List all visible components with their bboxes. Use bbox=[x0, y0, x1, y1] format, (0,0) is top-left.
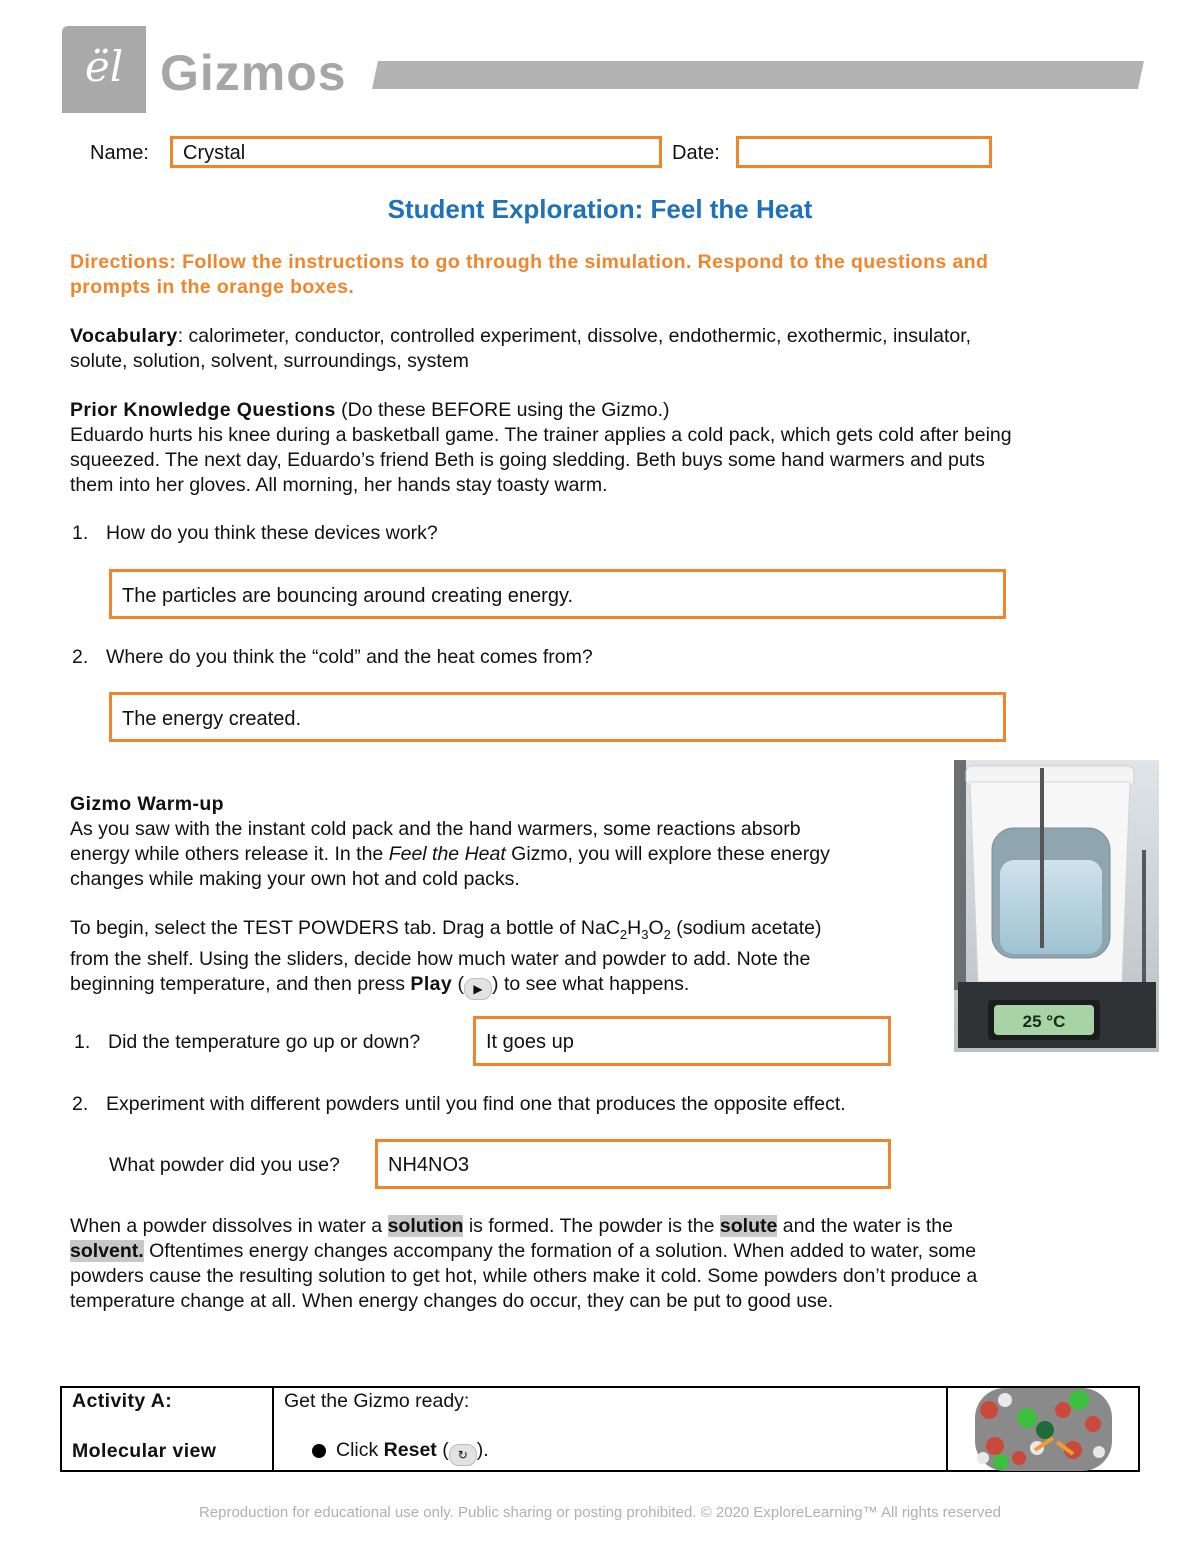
warmup-q2-text: Experiment with different powders until you find one that produces the opposite effect. bbox=[106, 1093, 846, 1115]
prior-knowledge-section bbox=[70, 398, 1140, 498]
warmup-line-4b: H bbox=[627, 917, 642, 939]
play-icon: ▶ bbox=[464, 978, 492, 1000]
warmup-line-6a: beginning temperature, and then press bbox=[70, 972, 411, 995]
date-field[interactable] bbox=[736, 136, 992, 168]
prior-text-line-3: them into her gloves. All morning, her hands stay toasty warm. bbox=[70, 474, 608, 496]
term-solution: solution bbox=[387, 1215, 464, 1237]
warmup-q1-text: Did the temperature go up or down? bbox=[108, 1031, 421, 1053]
warmup-line-4a: To begin, select the TEST POWDERS tab. Drag a bottle of NaC bbox=[70, 917, 620, 939]
warmup-line-6c: ) to see what happens. bbox=[492, 972, 690, 995]
directions bbox=[70, 250, 1070, 300]
term-solvent: solvent. bbox=[70, 1240, 144, 1262]
date-value bbox=[739, 139, 989, 143]
explorelearning-logo-icon: ël bbox=[84, 42, 124, 91]
activity-step bbox=[336, 1439, 489, 1466]
directions-line-1: Directions: Follow the instructions to go through the simulation. Respond to the questions and bbox=[70, 251, 989, 273]
vocabulary-section bbox=[70, 324, 1140, 374]
warmup-section bbox=[70, 792, 930, 1000]
prior-knowledge-label: Prior Knowledge Questions bbox=[70, 399, 336, 421]
warmup-answer-1-box[interactable] bbox=[473, 1016, 891, 1066]
directions-line-2: prompts in the orange boxes. bbox=[70, 276, 355, 298]
term-solute: solute bbox=[719, 1215, 778, 1237]
footer-copyright: Reproduction for educational use only. Public sharing or posting prohibited. © 2020 ExploreLearning™ All rights reserved bbox=[198, 1504, 1002, 1521]
subscript-2b: 2 bbox=[663, 926, 671, 942]
prior-q2-number: 2. bbox=[72, 646, 89, 668]
activity-table-divider-2 bbox=[946, 1386, 948, 1472]
page-title: Student Exploration: Feel the Heat bbox=[387, 194, 813, 224]
prior-knowledge-note: (Do these BEFORE using the Gizmo.) bbox=[335, 399, 670, 421]
name-value: Crystal bbox=[183, 142, 246, 164]
warmup-line-4c: O bbox=[648, 917, 664, 939]
prior-answer-2-box[interactable] bbox=[109, 692, 1006, 742]
prior-q1-text: How do you think these devices work? bbox=[106, 522, 438, 544]
date-label: Date: bbox=[672, 142, 720, 164]
prior-q2-text: Where do you think the “cold” and the heat comes from? bbox=[106, 646, 593, 668]
activity-table-divider bbox=[272, 1386, 274, 1472]
header-bar bbox=[372, 61, 1144, 89]
solution-line-1c: and the water is the bbox=[777, 1215, 953, 1237]
warmup-line-6b: ( bbox=[452, 972, 465, 995]
prior-text-line-2: squeezed. The next day, Eduardo’s friend Beth is going sledding. Beth buys some hand warmers and puts bbox=[70, 449, 985, 471]
warmup-line-4d: (sodium acetate) bbox=[670, 917, 822, 939]
solution-line-2b: Oftentimes energy changes accompany the formation of a solution. When added to water, some bbox=[143, 1240, 977, 1262]
warmup-line-2a: energy while others release it. In the bbox=[70, 843, 389, 865]
warmup-q2-number: 2. bbox=[72, 1093, 89, 1115]
subscript-2: 2 bbox=[619, 926, 628, 942]
activity-subtitle: Molecular view bbox=[72, 1440, 217, 1462]
solution-paragraph bbox=[70, 1214, 1140, 1314]
activity-instruction: Get the Gizmo ready: bbox=[284, 1390, 470, 1412]
prior-answer-1: The particles are bouncing around creating energy. bbox=[122, 585, 574, 607]
solution-line-4: temperature change at all. When energy changes do occur, they can be put to good use. bbox=[70, 1290, 834, 1312]
bullet-icon bbox=[312, 1444, 326, 1458]
warmup-line-1: As you saw with the instant cold pack and the hand warmers, some reactions absorb bbox=[70, 818, 801, 840]
step-text-d: ). bbox=[476, 1439, 489, 1461]
vocabulary-list-1: : calorimeter, conductor, controlled experiment, dissolve, endothermic, exothermic, insulator, bbox=[177, 325, 972, 347]
play-label: Play bbox=[410, 972, 453, 995]
warmup-answer-1: It goes up bbox=[486, 1031, 574, 1053]
vocabulary-label: Vocabulary bbox=[70, 325, 178, 347]
prior-answer-1-box[interactable] bbox=[109, 569, 1006, 619]
prior-q1-number: 1. bbox=[72, 522, 89, 544]
molecular-view-image bbox=[975, 1388, 1112, 1471]
step-text-a: Click bbox=[336, 1439, 384, 1461]
subscript-3: 3 bbox=[641, 926, 649, 942]
solution-line-1a: When a powder dissolves in water a bbox=[70, 1215, 388, 1237]
brand-name: Gizmos bbox=[160, 45, 347, 101]
warmup-line-2b: Gizmo, you will explore these energy bbox=[505, 843, 830, 865]
prior-text-line-1: Eduardo hurts his knee during a basketball game. The trainer applies a cold pack, which gets cold after being bbox=[70, 424, 1012, 446]
vocabulary-list-2: solute, solution, solvent, surroundings, system bbox=[70, 350, 469, 372]
name-label: Name: bbox=[90, 142, 149, 164]
prior-answer-2: The energy created. bbox=[122, 708, 301, 730]
warmup-q1-number: 1. bbox=[74, 1031, 91, 1053]
gizmo-name: Feel the Heat bbox=[388, 843, 506, 865]
thermometer-reading: 25 °C bbox=[1022, 1012, 1066, 1031]
warmup-label: Gizmo Warm-up bbox=[70, 793, 224, 815]
warmup-line-5: from the shelf. Using the sliders, decide how much water and powder to add. Note the bbox=[70, 947, 811, 970]
step-text-c: ( bbox=[436, 1439, 449, 1461]
warmup-q2-prompt: What powder did you use? bbox=[109, 1154, 340, 1176]
solution-line-3: powders cause the resulting solution to get hot, while others make it cold. Some powders don’t produce a bbox=[70, 1265, 978, 1287]
warmup-line-3: changes while making your own hot and cold packs. bbox=[70, 868, 520, 890]
solution-line-1b: is formed. The powder is the bbox=[463, 1215, 720, 1237]
name-field[interactable] bbox=[170, 136, 662, 168]
calorimeter-image bbox=[954, 760, 1159, 1052]
reset-icon: ↻ bbox=[449, 1444, 477, 1466]
warmup-answer-2: NH4NO3 bbox=[388, 1154, 470, 1176]
reset-label: Reset bbox=[383, 1439, 437, 1461]
activity-title: Activity A: bbox=[72, 1390, 173, 1412]
warmup-answer-2-box[interactable] bbox=[375, 1139, 891, 1189]
